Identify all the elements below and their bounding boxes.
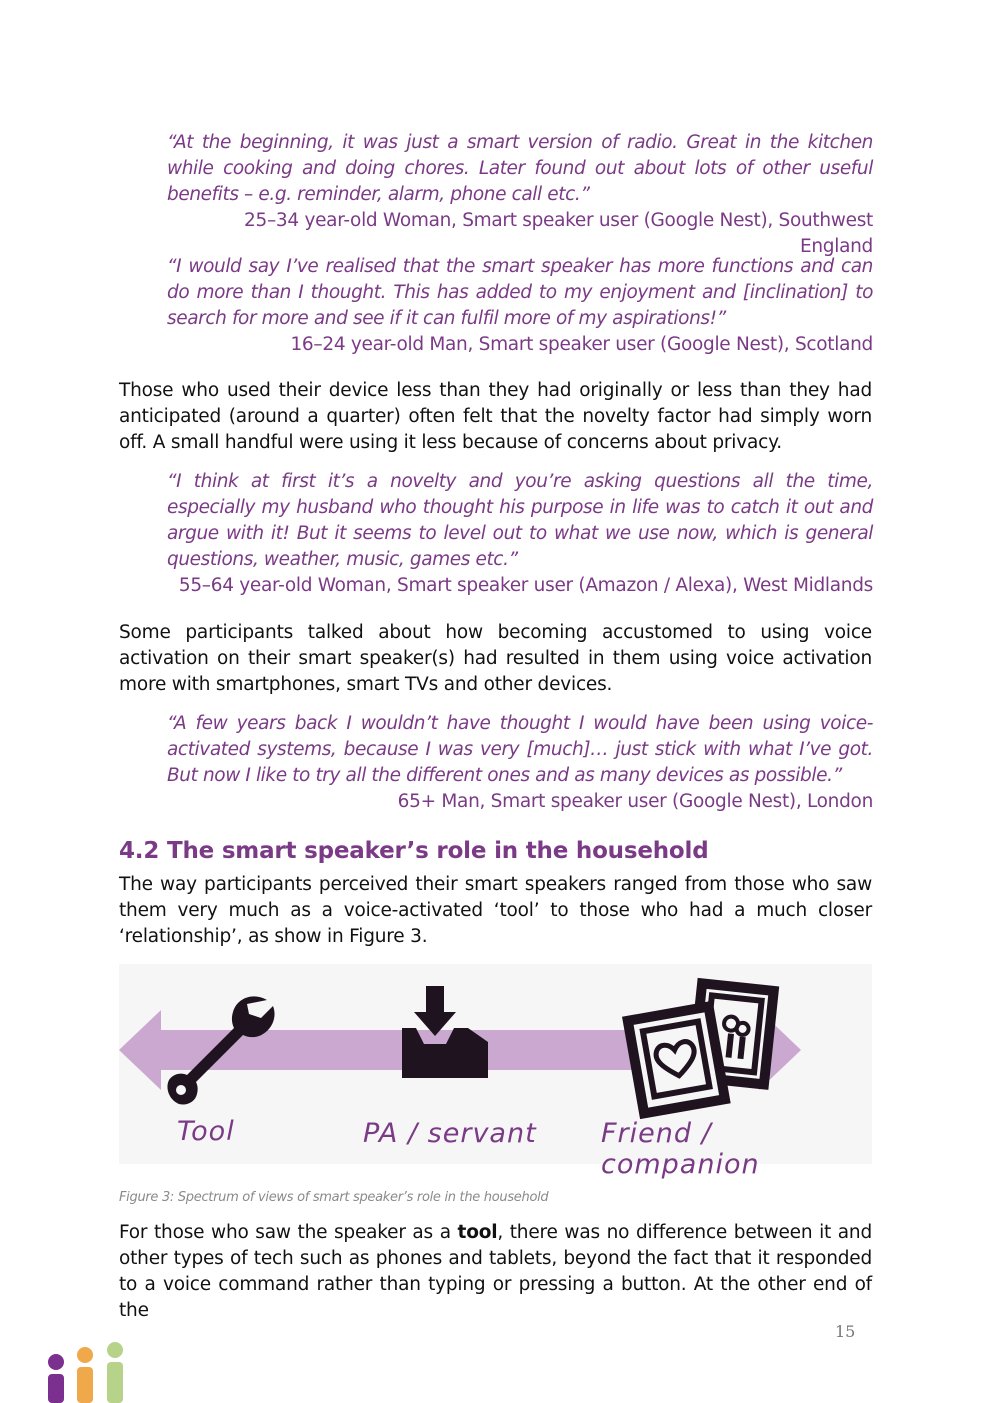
quote-attribution: 65+ Man, Smart speaker user (Google Nest), London (397, 791, 873, 812)
quote-attribution: 25–34 year-old Woman, Smart speaker user (Google Nest), Southwest England (244, 210, 873, 257)
page-number: 15 (835, 1322, 856, 1341)
paragraph-text: The way participants perceived their smart speakers ranged from those who saw them very much as a voice-activated ‘tool’ to those who had a much closer ‘relationship’, as show in Figure 3. (119, 874, 872, 947)
quote-text: “At the beginning, it was just a smart version of radio. Great in the kitchen while cooking and doing chores. Later found out about lots of other useful benefits – e.g. reminder, alarm, phone call etc.” (167, 132, 873, 205)
paragraph-2 (119, 620, 872, 698)
section-heading (119, 836, 872, 866)
paragraph-4 (119, 1220, 872, 1324)
quote-attribution: 16–24 year-old Man, Smart speaker user (Google Nest), Scotland (290, 334, 873, 355)
paragraph-text: Those who used their device less than they had originally or less than they had anticipated (around a quarter) often felt that the novelty factor had simply worn off. A small handful were using it less because of concerns about privacy. (119, 380, 872, 453)
label-friend-companion: Friend / companion (601, 1118, 760, 1180)
paragraph-text-end: , there was no difference between it and other types of tech such as phones and tablets, beyond the fact that it responded to a voice command rather than typing or pressing a button. At the other end of the (119, 1222, 872, 1321)
figure-spectrum (119, 964, 872, 1180)
paragraph-3 (119, 872, 872, 950)
quote-text: “I think at first it’s a novelty and you’re asking questions all the time, especially my husband who thought his purpose in life was to catch it out and argue with it! But it seems to level out to what we use now, which is general questions, weather, music, games etc.” (167, 471, 873, 570)
figure-caption (119, 1186, 872, 1205)
paragraph-1 (119, 378, 872, 456)
quote-block-1 (167, 130, 873, 260)
quote-block-3 (167, 469, 873, 599)
paragraph-text (119, 1220, 872, 1324)
quote-block-4 (167, 711, 873, 815)
bold-term-tool: tool (457, 1222, 498, 1243)
label-tool: Tool (177, 1116, 235, 1147)
photo-frames-icon (622, 978, 779, 1119)
quote-attribution: 55–64 year-old Woman, Smart speaker user (Amazon / Alexa), West Midlands (178, 575, 873, 596)
quote-text: “I would say I’ve realised that the smart speaker has more functions and can do more than I thought. This has added to my enjoyment and [inclination] to search for more and see if it can fulfil more of my aspirations!” (167, 256, 873, 329)
quote-block-2 (167, 254, 873, 358)
label-pa-servant: PA / servant (363, 1118, 537, 1149)
caption-text: Figure 3: Spectrum of views of smart speaker’s role in the household (119, 1190, 549, 1205)
organisation-logo-icon (44, 1340, 130, 1403)
paragraph-text-start: For those who saw the speaker as a (119, 1222, 458, 1243)
quote-text: “A few years back I wouldn’t have thought I would have been using voice-activated systems, because I was very [much]… just stick with what I’ve got. But now I like to try all the different ones and as many devices as possible.” (167, 713, 873, 786)
section-title: 4.2 The smart speaker’s role in the household (119, 838, 709, 864)
paragraph-text: Some participants talked about how becoming accustomed to using voice activation on their smart speaker(s) had resulted in them using voice activation more with smartphones, smart TVs and other devices. (119, 622, 872, 695)
